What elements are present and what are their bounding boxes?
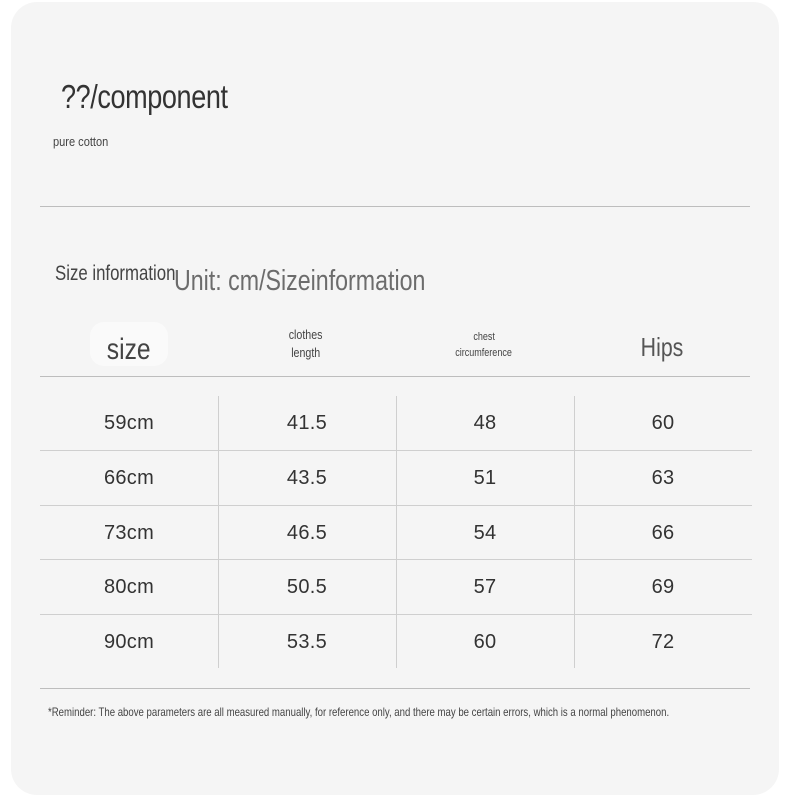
cell-hips: 66: [651, 522, 675, 544]
cell-chest: 54: [473, 522, 497, 544]
cell-clothes-length: 46.5: [286, 522, 328, 544]
cell-size: 73cm: [103, 522, 155, 544]
cell-clothes-length: 50.5: [286, 576, 328, 598]
material-text: pure cotton: [53, 134, 109, 149]
table-row: [40, 396, 752, 450]
cell-clothes-length: 41.5: [286, 412, 328, 434]
size-information-label: Size information: [55, 262, 176, 285]
table-header-divider: [40, 376, 750, 377]
section-divider: [40, 206, 750, 207]
cell-size: 66cm: [103, 467, 155, 489]
cell-hips: 72: [651, 631, 675, 653]
component-title: ??/component: [61, 78, 228, 115]
header-size: size: [90, 322, 168, 366]
cell-size: 90cm: [103, 631, 155, 653]
cell-hips: 63: [651, 467, 675, 489]
header-chest-circumference: chest circumference: [455, 331, 513, 359]
table-row: [40, 451, 752, 505]
cell-chest: 51: [473, 467, 497, 489]
cell-hips: 60: [651, 412, 675, 434]
header-clothes-length: clothes length: [289, 327, 323, 360]
table-row: [40, 615, 752, 669]
cell-size: 80cm: [103, 576, 155, 598]
cell-clothes-length: 53.5: [286, 631, 328, 653]
cell-clothes-length: 43.5: [286, 467, 328, 489]
cell-size: 59cm: [103, 412, 155, 434]
cell-chest: 48: [473, 412, 497, 434]
cell-chest: 57: [473, 576, 497, 598]
table-row: [40, 506, 752, 560]
reminder-note: *Reminder: The above parameters are all measured manually, for reference only, and there may be certain errors, which is a normal phenomenon.: [48, 705, 670, 719]
table-bottom-divider: [40, 688, 750, 689]
unit-note: Unit: cm/Sizeinformation: [174, 265, 426, 297]
size-table: [40, 396, 752, 668]
cell-hips: 69: [651, 576, 675, 598]
header-hips: Hips: [640, 332, 684, 362]
cell-chest: 60: [473, 631, 497, 653]
table-row: [40, 560, 752, 614]
